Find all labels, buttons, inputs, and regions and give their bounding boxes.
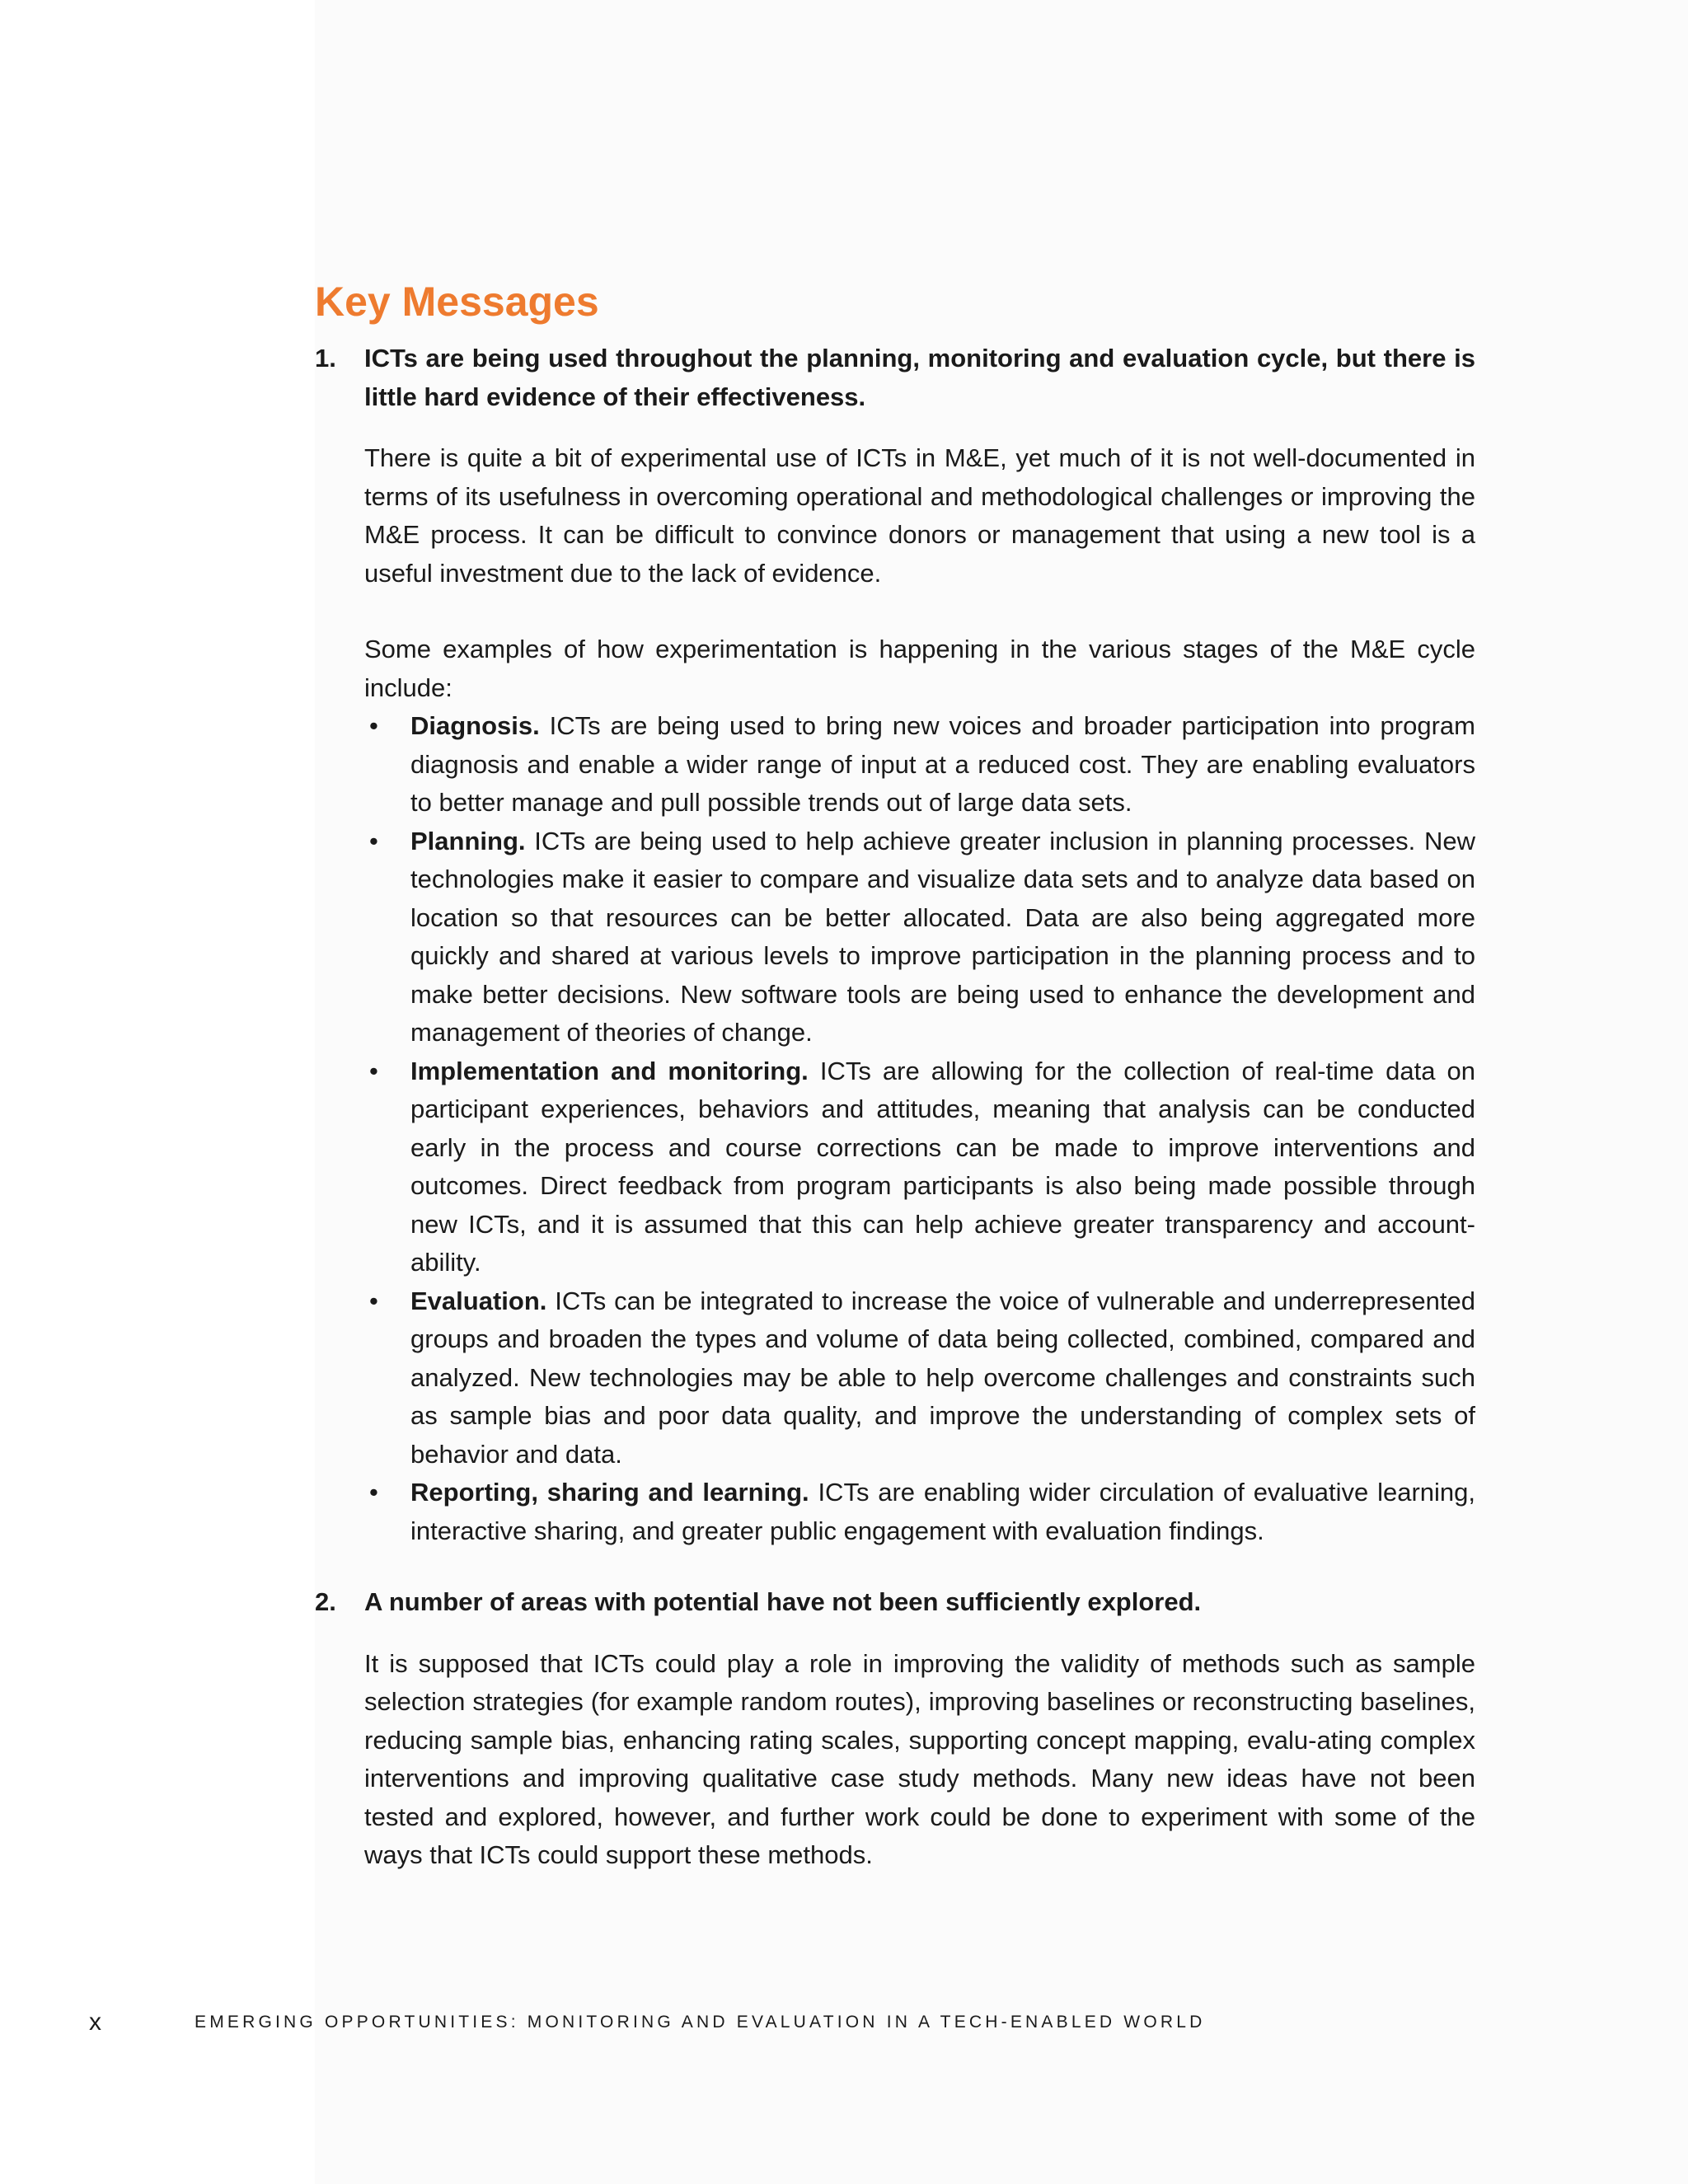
section-number: 1. <box>315 344 336 373</box>
running-title: EMERGING OPPORTUNITIES: MONITORING AND EVALUATION IN A TECH-ENABLED WORLD <box>195 2013 1206 2032</box>
bullet-lead: Reporting, sharing and learning. <box>410 1478 809 1507</box>
body-paragraph: Some examples of how experimentation is happening in the various stages of the M&E cycle include: <box>364 635 1475 702</box>
page-title: Key Messages <box>315 279 599 325</box>
bullet-icon: • <box>369 711 378 740</box>
body-paragraph: There is quite a bit of experimental use of ICTs in M&E, yet much of it is not well-documented in terms of its usefulness in overcoming operational and methodological challenges or improving the M&E process. It can be difficult to convince donors or management that using a new tool is a useful investment due to the lack of evidence. <box>364 443 1475 588</box>
body-paragraph: It is supposed that ICTs could play a role in improving the validity of methods such as sample selection strategies (for example random routes), improving baselines or reconstructing baselines, reducing sample bias, enhancing rating scales, supporting concept mapping, evalu-ating complex interventions and improving qualitative case study methods. Many new ideas have not been tested and explored, however, and further work could be done to experiment with some of the ways that ICTs could support these methods. <box>364 1648 1475 1869</box>
bullet-icon: • <box>369 1286 378 1315</box>
page-footer <box>89 2006 1325 2039</box>
list-item <box>364 823 1475 1052</box>
key-message-2 <box>315 1583 1475 1875</box>
key-message-1 <box>315 340 1475 1550</box>
bullet-text: ICTs are allowing for the collection of real-time data on participant experiences, behaviors and attitudes, meaning that analysis can be conducted early in the process and course corrections can be made to improve interventions and outcomes. Direct feedback from program participants is also being made possible through new ICTs, and it is assumed that this can help achieve greater transparency and account-ability. <box>410 1056 1475 1277</box>
bullet-icon: • <box>369 1056 378 1085</box>
bullet-list <box>364 707 1475 1550</box>
bullet-icon: • <box>369 826 378 855</box>
section-heading: ICTs are being used throughout the planning, monitoring and evaluation cycle, but there is little hard evidence of their effectiveness. <box>364 344 1475 411</box>
bullet-lead: Implementation and monitoring. <box>410 1056 809 1085</box>
bullet-icon: • <box>369 1478 378 1507</box>
bullet-text: ICTs are enabling wider circulation of evaluative learning, interactive sharing, and greater public engagement with evaluation findings. <box>410 1478 1475 1545</box>
bullet-lead: Planning. <box>410 826 526 855</box>
bullet-text: ICTs are being used to help achieve greater inclusion in planning processes. New technologies make it easier to compare and visualize data sets and to analyze data based on location so that resources can be better allocated. Data are also being aggregated more quickly and shared at various levels to improve participation in the planning process and to make better decisions. New software tools are being used to enhance the development and management of theories of change. <box>410 826 1475 1047</box>
bullet-lead: Evaluation. <box>410 1286 547 1315</box>
list-item <box>364 1052 1475 1282</box>
section-heading: A number of areas with potential have not been sufficiently explored. <box>364 1587 1202 1616</box>
page-number: x <box>89 2008 101 2036</box>
list-item <box>364 1474 1475 1550</box>
bullet-text: ICTs can be integrated to increase the voice of vulnerable and underrepresented groups and broaden the types and volume of data being collected, combined, compared and analyzed. New technologies may be able to help overcome challenges and constraints such as sample bias and poor data quality, and improve the understanding of complex sets of behavior and data. <box>410 1286 1475 1469</box>
list-item <box>364 707 1475 823</box>
document-body <box>315 272 1475 1875</box>
bullet-lead: Diagnosis. <box>410 711 540 740</box>
list-item <box>364 1282 1475 1474</box>
bullet-text: ICTs are being used to bring new voices and broader participation into program diagnosis and enable a wider range of input at a reduced cost. They are enabling evaluators to better manage and pull possible trends out of large data sets. <box>410 711 1475 817</box>
section-number: 2. <box>315 1587 336 1616</box>
